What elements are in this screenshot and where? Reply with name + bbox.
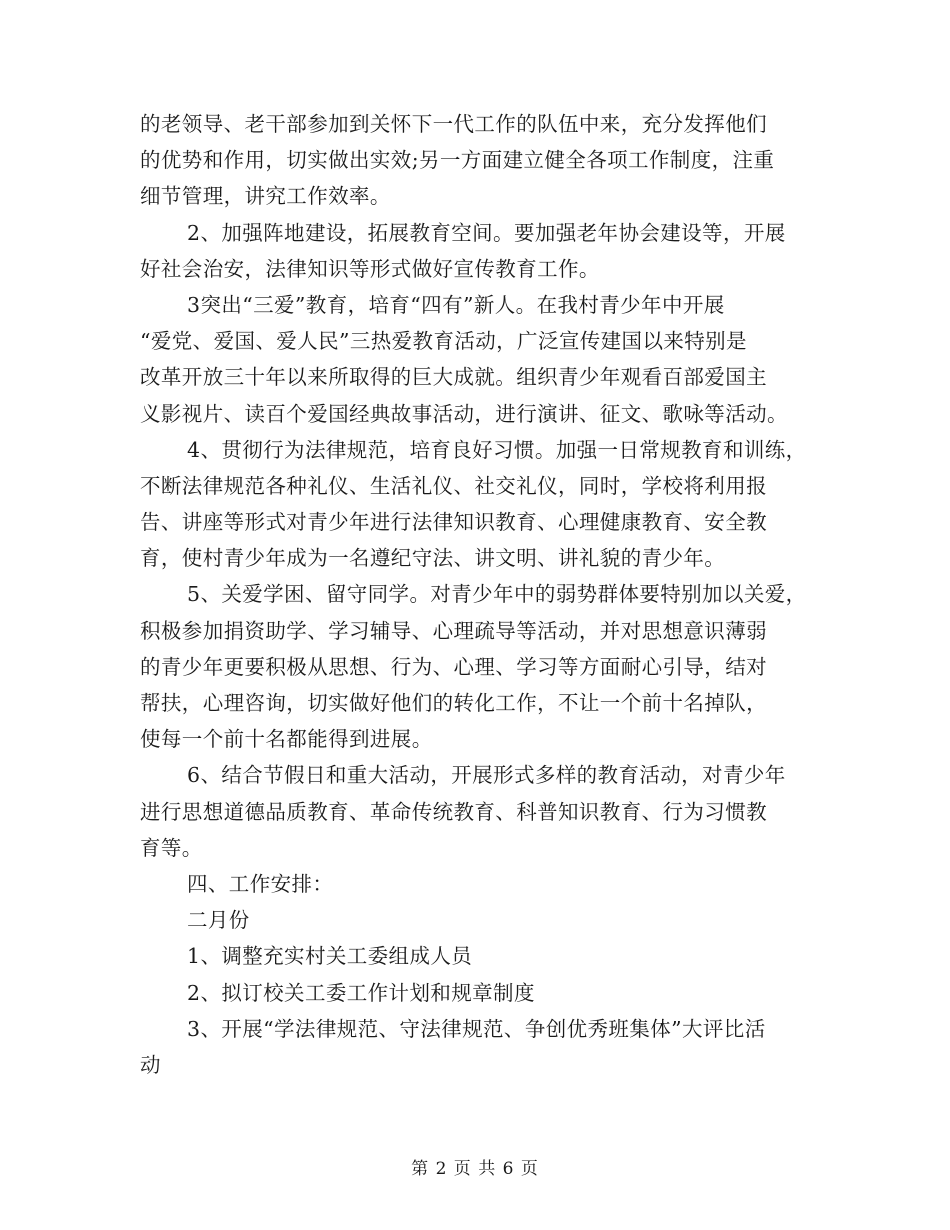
text-line: 5、关爱学困、留守同学。对青少年中的弱势群体要特别加以关爱， <box>187 582 807 607</box>
text-line: 动 <box>140 1052 161 1077</box>
text-line: 不断法律规范各种礼仪、生活礼仪、社交礼仪，同时，学校将利用报 <box>140 473 767 498</box>
text-line: 告、讲座等形式对青少年进行法律知识教育、心理健康教育、安全教 <box>140 510 767 535</box>
text-line: 2、拟订校关工委工作计划和规章制度 <box>187 980 535 1005</box>
text-line: 改革开放三十年以来所取得的巨大成就。组织青少年观看百部爱国主 <box>140 365 767 390</box>
text-line: 二月份 <box>187 908 250 933</box>
document-body <box>140 106 820 1083</box>
text-line: “爱党、爱国、爱人民”三热爱教育活动，广泛宣传建国以来特别是 <box>140 329 747 354</box>
page-footer: 第 2 页 共 6 页 <box>411 1159 539 1179</box>
text-line: 2、加强阵地建设，拓展教育空间。要加强老年协会建设等，开展 <box>187 220 786 245</box>
text-line: 的优势和作用，切实做出实效;另一方面建立健全各项工作制度，注重 <box>140 148 775 173</box>
text-line: 的青少年更要积极从思想、行为、心理、学习等方面耐心引导，结对 <box>140 654 767 679</box>
text-line: 帮扶，心理咨询，切实做好他们的转化工作，不让一个前十名掉队， <box>140 691 767 715</box>
text-line: 使每一个前十名都能得到进展。 <box>140 727 433 752</box>
text-line: 义影视片、读百个爱国经典故事活动，进行演讲、征文、歌咏等活动。 <box>140 401 788 426</box>
text-line: 好社会治安，法律知识等形式做好宣传教育工作。 <box>140 256 600 281</box>
text-line: 的老领导、老干部参加到关怀下一代工作的队伍中来，充分发挥他们 <box>140 112 767 136</box>
text-line: 进行思想道德品质教育、革命传统教育、科普知识教育、行为习惯教 <box>140 799 767 824</box>
text-line: 1、调整充实村关工委组成人员 <box>187 944 473 969</box>
text-line: 4、贯彻行为法律规范，培育良好习惯。加强一日常规教育和训练， <box>187 437 807 462</box>
text-line: 四、工作安排： <box>187 871 334 896</box>
text-line: 3突出“三爱”教育，培育“四有”新人。在我村青少年中开展 <box>187 292 725 317</box>
text-line: 积极参加捐资助学、学习辅导、心理疏导等活动，并对思想意识薄弱 <box>140 618 767 643</box>
text-line: 6、结合节假日和重大活动，开展形式多样的教育活动，对青少年 <box>187 763 786 788</box>
text-line: 细节管理，讲究工作效率。 <box>140 184 391 209</box>
text-line: 育等。 <box>140 835 203 860</box>
text-line: 育，使村青少年成为一名遵纪守法、讲文明、讲礼貌的青少年。 <box>140 546 726 571</box>
text-line: 3、开展“学法律规范、守法律规范、争创优秀班集体”大评比活 <box>187 1016 766 1041</box>
